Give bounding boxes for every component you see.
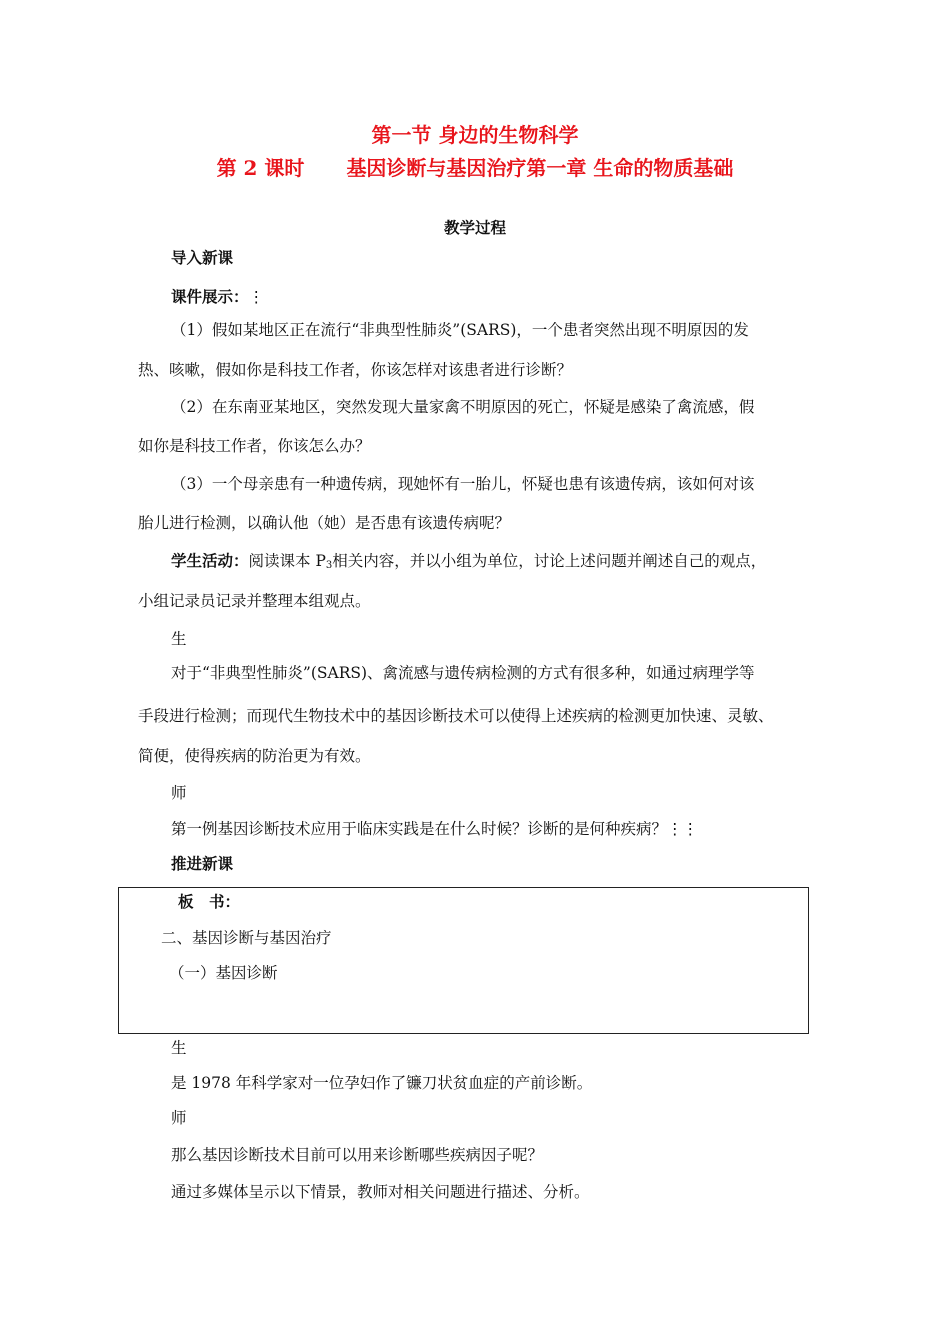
ellipsis-mark: ⋮ — [248, 288, 265, 306]
student-answer-line2: 手段进行检测；而现代生物技术中的基因诊断技术可以使得上述疾病的检测更加快速、灵敏、 — [138, 707, 774, 725]
question-2-line2: 如你是科技工作者，你该怎么办？ — [138, 437, 371, 455]
speaker-student: 生 — [171, 630, 187, 648]
lesson-number: 第 2 课时 — [216, 156, 305, 180]
teacher-line-1: 那么基因诊断技术目前可以用来诊断哪些疾病因子呢？ — [171, 1146, 544, 1164]
student-activity-line2: 小组记录员记录并整理本组观点。 — [138, 592, 371, 610]
teacher-question: 第一例基因诊断技术应用于临床实践是在什么时候？诊断的是何种疾病？⋮⋮ — [171, 820, 699, 838]
speaker-teacher-2: 师 — [171, 1109, 187, 1127]
question-2-line1: （2）在东南亚某地区，突然发现大量家禽不明原因的死亡，怀疑是感染了禽流感，假 — [171, 398, 755, 416]
question-3-line2: 胎儿进行检测，以确认他（她）是否患有该遗传病呢？ — [138, 514, 511, 532]
lesson-topic: 基因诊断与基因治疗第一章 生命的物质基础 — [346, 156, 734, 180]
board-item-2: （一）基因诊断 — [169, 964, 278, 982]
speaker-student-2: 生 — [171, 1039, 187, 1057]
student-answer-line1: 对于“非典型性肺炎”(SARS)、禽流感与遗传病检测的方式有很多种，如通过病理学等 — [171, 664, 755, 682]
courseware-label: 课件展示： — [171, 287, 249, 306]
doc-title-line2 — [0, 155, 950, 181]
question-3-line1: （3）一个母亲患有一种遗传病，现她怀有一胎儿，怀疑也患有该遗传病，该如何对该 — [171, 475, 755, 493]
section-heading: 教学过程 — [443, 218, 506, 237]
board-item-1: 二、基因诊断与基因治疗 — [161, 929, 332, 947]
board-label: 板 书： — [178, 892, 241, 911]
question-1-line1: （1）假如某地区正在流行“非典型性肺炎”(SARS)，一个患者突然出现不明原因的发 — [171, 321, 749, 339]
courseware-line — [171, 286, 264, 308]
speaker-teacher: 师 — [171, 784, 187, 802]
advance-heading: 推进新课 — [171, 854, 234, 873]
teacher-line-2: 通过多媒体呈示以下情景，教师对相关问题进行描述、分析。 — [171, 1183, 590, 1201]
intro-heading: 导入新课 — [171, 248, 234, 267]
student-activity-line1: 学生活动：阅读课本 $P_3$相关内容，并以小组为单位，讨论上述问题并阐述自己的观点， — [171, 551, 767, 571]
student-answer-line3: 简便，使得疾病的防治更为有效。 — [138, 747, 371, 765]
doc-title-line1: 第一节 身边的生物科学 — [371, 123, 579, 147]
question-1-line2: 热、咳嗽，假如你是科技工作者，你该怎样对该患者进行诊断？ — [138, 361, 573, 379]
student-answer-2: 是 1978 年科学家对一位孕妇作了镰刀状贫血症的产前诊断。 — [171, 1074, 593, 1092]
student-activity-label: 学生活动： — [171, 551, 249, 570]
